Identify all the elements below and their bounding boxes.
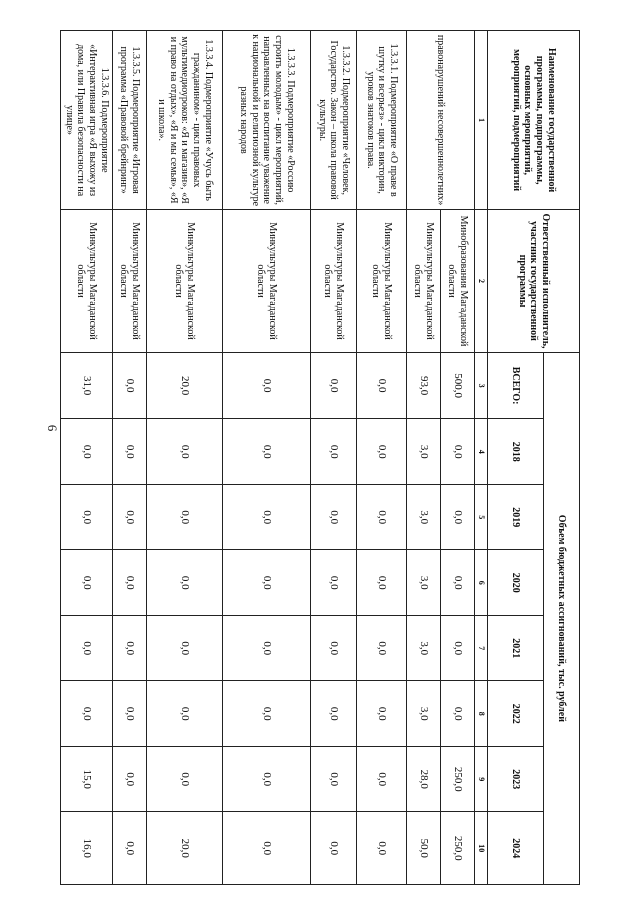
value-cell: 0,0 <box>311 746 357 812</box>
value-cell: 3,0 <box>407 419 441 485</box>
table-row <box>441 31 475 885</box>
value-cell: 0,0 <box>147 550 223 616</box>
value-cell: 0,0 <box>223 484 311 550</box>
value-cell: 0,0 <box>311 484 357 550</box>
value-cell: 0,0 <box>147 746 223 812</box>
value-cell: 0,0 <box>113 352 147 419</box>
value-cell: 0,0 <box>113 484 147 550</box>
index-cell: 9 <box>475 746 488 812</box>
index-cell: 4 <box>475 419 488 485</box>
value-cell: 0,0 <box>357 812 407 885</box>
row-executor: Минкультуры Магаданской области <box>113 210 147 353</box>
value-cell: 0,0 <box>311 615 357 681</box>
row-name: 1.3.3.2. Подмероприятие «Человек, Государство. Закон – школа правовой культуры. <box>311 31 357 210</box>
value-cell: 0,0 <box>147 615 223 681</box>
value-cell: 0,0 <box>147 681 223 747</box>
value-cell: 0,0 <box>311 352 357 419</box>
index-cell: 2 <box>475 210 488 353</box>
value-cell: 20,0 <box>147 352 223 419</box>
value-cell: 0,0 <box>311 681 357 747</box>
page-number: 6 <box>45 424 60 432</box>
table-row <box>113 31 147 885</box>
header-total: ВСЕГО: <box>488 352 544 419</box>
header-budget: Объем бюджетных ассигнований, тыс. рублей <box>544 352 580 884</box>
value-cell: 0,0 <box>61 484 113 550</box>
value-cell: 0,0 <box>113 746 147 812</box>
table-row <box>147 31 223 885</box>
row-name: 1.3.3.1. Подмероприятие «О праве в шутку и всерьез» - цикл викторин, уроков знатоков права. <box>357 31 407 210</box>
value-cell: 0,0 <box>223 681 311 747</box>
row-executor: Минкультуры Магаданской области <box>147 210 223 353</box>
value-cell: 0,0 <box>357 352 407 419</box>
value-cell: 0,0 <box>223 615 311 681</box>
value-cell: 0,0 <box>357 419 407 485</box>
value-cell: 0,0 <box>357 484 407 550</box>
header-year: 2019 <box>488 484 544 550</box>
value-cell: 0,0 <box>61 419 113 485</box>
value-cell: 0,0 <box>357 550 407 616</box>
value-cell: 0,0 <box>223 419 311 485</box>
table-row <box>357 31 407 885</box>
index-cell: 7 <box>475 615 488 681</box>
row-name: правонарушений несовершеннолетних» <box>407 31 475 210</box>
value-cell: 31,0 <box>61 352 113 419</box>
row-name: 1.3.3.5. Подмероприятие «Игровая программа «Правовой брейнринг» <box>113 31 147 210</box>
value-cell: 0,0 <box>441 419 475 485</box>
index-row <box>475 31 488 885</box>
value-cell: 0,0 <box>223 550 311 616</box>
value-cell: 0,0 <box>61 550 113 616</box>
value-cell: 0,0 <box>147 484 223 550</box>
value-cell: 3,0 <box>407 681 441 747</box>
table-row <box>311 31 357 885</box>
budget-table <box>60 30 580 885</box>
row-executor: Минобразования Магаданской области <box>441 210 475 353</box>
value-cell: 93,0 <box>407 352 441 419</box>
header-row-1 <box>544 31 580 885</box>
value-cell: 0,0 <box>147 419 223 485</box>
row-name: 1.3.3.3. Подмероприятие «Россию строить молодым» - цикл мероприятий, направленных на воспитание уважение к национальной и религиозной культуре разных народов <box>223 31 311 210</box>
header-year: 2021 <box>488 615 544 681</box>
index-cell: 3 <box>475 352 488 419</box>
row-executor: Минкультуры Магаданской области <box>357 210 407 353</box>
value-cell: 50,0 <box>407 812 441 885</box>
value-cell: 250,0 <box>441 746 475 812</box>
rotated-table-area <box>60 30 580 885</box>
header-year: 2024 <box>488 812 544 885</box>
row-executor: Минкультуры Магаданской области <box>407 210 441 353</box>
value-cell: 0,0 <box>61 681 113 747</box>
value-cell: 500,0 <box>441 352 475 419</box>
value-cell: 3,0 <box>407 550 441 616</box>
value-cell: 0,0 <box>223 352 311 419</box>
header-year: 2020 <box>488 550 544 616</box>
value-cell: 0,0 <box>113 615 147 681</box>
value-cell: 0,0 <box>113 812 147 885</box>
row-executor: Минкультуры Магаданской области <box>61 210 113 353</box>
row-executor: Минкультуры Магаданской области <box>311 210 357 353</box>
value-cell: 0,0 <box>223 812 311 885</box>
value-cell: 15,0 <box>61 746 113 812</box>
table-row <box>223 31 311 885</box>
value-cell: 0,0 <box>223 746 311 812</box>
value-cell: 250,0 <box>441 812 475 885</box>
value-cell: 0,0 <box>441 550 475 616</box>
row-executor: Минкультуры Магаданской области <box>223 210 311 353</box>
header-year: 2022 <box>488 681 544 747</box>
value-cell: 3,0 <box>407 484 441 550</box>
row-name: 1.3.3.4. Подмероприятие «Учусь быть гражданином» - цикл правовых мультимедиоуроков: «Я и магазин», «Я и право на отдых», «Я и мы семья», «Я и школа». <box>147 31 223 210</box>
index-cell: 8 <box>475 681 488 747</box>
value-cell: 0,0 <box>311 812 357 885</box>
row-name: 1.3.3.6. Подмероприятие «Интерактивная игра «Я выхожу из дома, или Правила безопасности на улице» <box>61 31 113 210</box>
index-cell: 5 <box>475 484 488 550</box>
header-year: 2023 <box>488 746 544 812</box>
value-cell: 0,0 <box>441 615 475 681</box>
value-cell: 0,0 <box>441 681 475 747</box>
value-cell: 20,0 <box>147 812 223 885</box>
table-row <box>61 31 113 885</box>
value-cell: 0,0 <box>441 484 475 550</box>
value-cell: 0,0 <box>357 746 407 812</box>
header-name: Наименование государственной программы, подпрограммы, основных мероприятий, мероприятий, подмероприятий <box>488 31 580 210</box>
value-cell: 0,0 <box>61 615 113 681</box>
value-cell: 0,0 <box>113 419 147 485</box>
header-executor: Ответственный исполнитель, участник государственной программы <box>488 210 580 353</box>
value-cell: 16,0 <box>61 812 113 885</box>
index-cell: 1 <box>475 31 488 210</box>
value-cell: 0,0 <box>357 681 407 747</box>
value-cell: 0,0 <box>113 550 147 616</box>
value-cell: 0,0 <box>311 550 357 616</box>
value-cell: 28,0 <box>407 746 441 812</box>
value-cell: 0,0 <box>113 681 147 747</box>
value-cell: 3,0 <box>407 615 441 681</box>
index-cell: 6 <box>475 550 488 616</box>
value-cell: 0,0 <box>311 419 357 485</box>
index-cell: 10 <box>475 812 488 885</box>
value-cell: 0,0 <box>357 615 407 681</box>
header-year: 2018 <box>488 419 544 485</box>
